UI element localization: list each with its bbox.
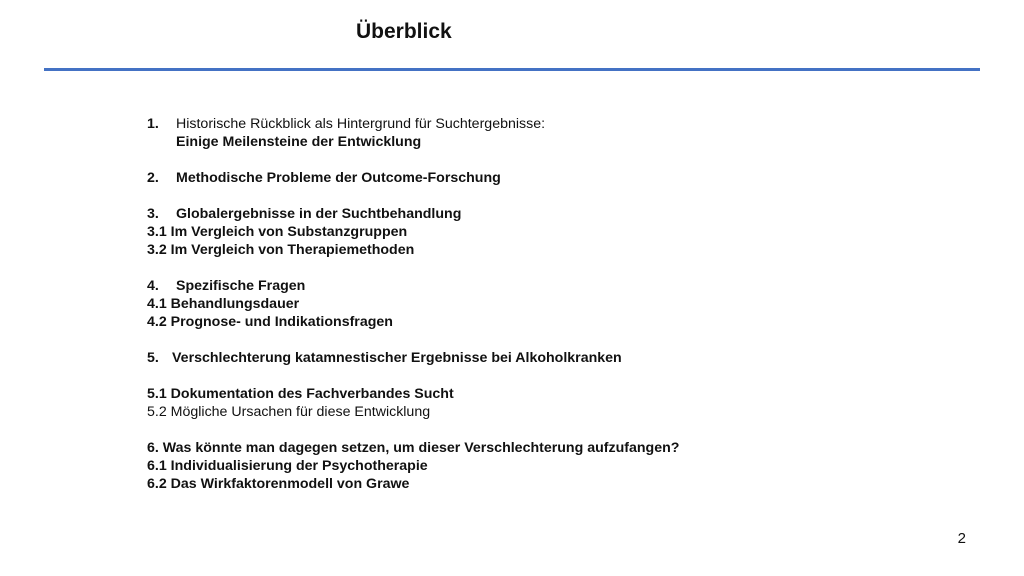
title-underline [44, 68, 980, 71]
outline-item-3-text: Globalergebnisse in der Suchtbehandlung [176, 206, 462, 222]
slide-title: Überblick [356, 20, 452, 43]
outline-item-3 [147, 205, 679, 223]
outline-item-4-2: 4.2 Prognose- und Indikationsfragen [147, 314, 393, 330]
outline-item-5-number: 5. [147, 350, 159, 366]
outline-item-6: 6. Was könnte man dagegen setzen, um dieser Verschlechterung aufzufangen? [147, 440, 680, 456]
outline-item-4-number: 4. [147, 278, 159, 294]
outline-item-4-1: 4.1 Behandlungsdauer [147, 296, 300, 312]
outline-item-1-subtitle: Einige Meilensteine der Entwicklung [176, 134, 422, 150]
outline-item-5 [147, 349, 679, 367]
outline-list [147, 115, 679, 493]
outline-item-1-number: 1. [147, 116, 159, 132]
outline-item-2-text: Methodische Probleme der Outcome-Forschung [176, 170, 501, 186]
outline-item-3-number: 3. [147, 206, 159, 222]
outline-item-6-2: 6.2 Das Wirkfaktorenmodell von Grawe [147, 476, 410, 492]
outline-item-5-1: 5.1 Dokumentation des Fachverbandes Sucht [147, 386, 454, 402]
outline-item-4-text: Spezifische Fragen [176, 278, 306, 294]
outline-item-2 [147, 169, 679, 187]
outline-item-2-number: 2. [147, 170, 159, 186]
outline-item-1-text: Historische Rückblick als Hintergrund für Suchtergebnisse: [176, 116, 546, 132]
page-number: 2 [957, 530, 966, 547]
outline-item-5-text: Verschlechterung katamnestischer Ergebnisse bei Alkoholkranken [172, 350, 622, 366]
outline-item-3-1: 3.1 Im Vergleich von Substanzgruppen [147, 224, 408, 240]
outline-item-1 [147, 115, 679, 133]
outline-item-4 [147, 277, 679, 295]
outline-item-6-1: 6.1 Individualisierung der Psychotherapie [147, 458, 428, 474]
outline-item-5-2: 5.2 Mögliche Ursachen für diese Entwicklung [147, 404, 431, 420]
outline-item-3-2: 3.2 Im Vergleich von Therapiemethoden [147, 242, 415, 258]
